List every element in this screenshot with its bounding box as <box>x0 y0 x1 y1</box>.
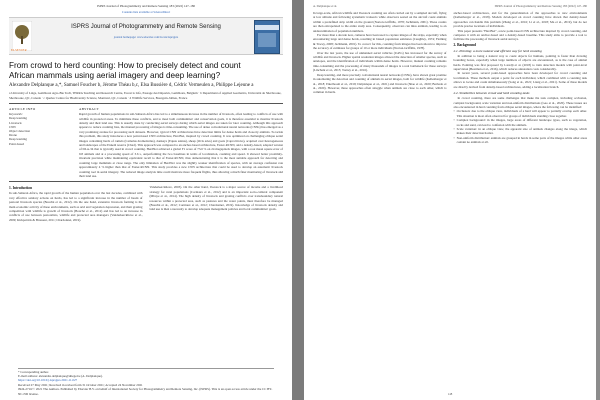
abstract-column <box>79 107 283 178</box>
journal-cover-thumbnail <box>254 20 280 54</box>
abstract-text: Rapid growth of human populations in sub-Saharan Africa has led to a simultaneous increase in the number of livestock, often leading to conflicts of use with wildlife in protected areas. To minimize these conflicts, and to meet both communities' and conservation goals, it is therefore essential to monitor livestock density and their land use. This is usually done by conducting aerial surveys during which aerial images are taken for later counting. Although this approach appears to reduce counting bias, the manual processing of images is time-consuming. The use of dense convolutional neural networks (CNNs) has emerged as a very promising avenue for processing such datasets. However, typical CNN architectures have detection limits for dense herds and close-by animals. To tackle this problem, this study introduces a new point-based CNN architecture, HerdNet, inspired by crowd counting. It was optimized on challenging oblique aerial images containing herds of camels (Camelus dromedarius), donkeys (Equus asinus), sheep (Ovis aries) and goats (Capra hircus), acquired over heterogeneous and landscapes of the Ennedi reserve (Chad). This approach was compared to an anchor-based architecture, Faster-RCNN, and a density-based, adapted version of DLA-34 that is typically used in crowd counting. HerdNet achieved a global F1 score of 73.6 % on 24 megapixels images, with a root mean square error of 9.8 animals and at a processing speed of 3.6 s, outperforming the two baselines in terms of localization, counting and speed. It showed better proximity-invariant precision while maintaining equivalent recall to that of Faster-RCNN, thus demonstrating that it is the most suitable approach for detecting and counting large mammals at close range. The only limitation of HerdNet was the slightly weaker identification of species, with an average confusion rate approximately 4 % higher than that of Faster-RCNN. This study provides a new CNN architecture that could be used to develop an automatic livestock counting tool in aerial imagery. The reduced image analysis time could motivate more frequent flights, thus allowing a much finer monitoring of livestock and their land use. <box>79 112 283 178</box>
left-page <box>0 0 292 400</box>
availability-line <box>9 10 283 14</box>
introduction-heading: 1. Introduction <box>9 186 33 191</box>
journal-masthead <box>9 17 283 55</box>
bullet-text: Scale variation: in an oblique view, the apparent size of animals changes along the image, which makes their detection harder. <box>456 126 587 136</box>
bullet-item <box>454 136 588 145</box>
intro-paragraph-1: In sub-Saharan Africa, the rapid growth of the human population over the last decades, combined with very effective sanitary actions on herds, has led to a significant increase in the number of heads of pastoral livestock species (Bouché et al., 2012). On the one hand, extensive livestock farming is the main economic activity of these environments, such as arid and vegetation depression, and their grazing competition with wildlife is growth of livestock (Bouché et al., 2012) and has led to an increase in conflicts of use between pastoralists, wildlife and protected area managers (Vanderkerckhove et al., 2009; Kirkpatrick & Brasseur, 2011; Chardonnet, 2019). <box>9 191 143 222</box>
left-page-content <box>9 4 283 400</box>
bullet-text: Complex background: in the images, large areas of different landscape types, such as vegetation, rocks and sand, can lead to confusion with the animals. <box>456 118 587 127</box>
article-info-column <box>9 107 71 178</box>
body-paragraph: In crowd counting, there are some challenges that make the task complex, including occlusion, complex background, scale variation and non-uniform distributions (Gao et al., 2020). These issues are also encountered in herd counting from oblique aerial images, where the following can be identified: <box>453 96 587 109</box>
publisher-name: ELSEVIER <box>11 48 27 53</box>
body-paragraph: This paper presents "HerdNet", a new point-based CNN architecture inspired by crowd counting, and compares it with an anchor-based and a density-based baseline. This study aims to provide a tool to facilitate the processing of livestock aerial surveys. <box>453 28 587 42</box>
body-paragraph: In addition to being a natural way to count objects for humans, pointing is faster than drawing bounding boxes, especially when large numbers of objects are encountered, as is the case of animal herds. Pointing was first proposed by Laradji et al. (2018) to train detection models with point-level supervision (Bearman et al., 2016), which reduces annotation costs considerably. <box>453 53 587 72</box>
elsevier-tree-logo-icon <box>12 21 32 51</box>
author-affiliations: a University of Liège, Gembloux Agro-Bio Tech, TERRA Teaching and Research Centre, Forest is Life, Passage des Déportés, Gembloux, Belgium · b Department of Applied Geomatics, Université de Sherbrooke, Sherbrooke, QC, Canada · c Quebec Centre for Biodiversity Science, Montréal, QC, Canada · d Wildlife Services, Bourgoin-Jallieu, France <box>9 91 282 100</box>
body-paragraph: In recent years, several point-based approaches have been developed for crowd counting and localization. These methods output a point for each individual, which combined with a counting task allows to locate and count simultaneously (Song et al., 2021; Liang et al., 2021). Some of these models are directly derived from density-based architectures, adding a localization branch. <box>453 71 587 89</box>
body-columns <box>313 11 587 145</box>
bullet-text: Occlusion: due to the oblique view, individuals of a herd will appear to partially overlap each other. This situation is most often observed for groups of individuals standing close together. <box>456 109 587 118</box>
bullet-icon: • <box>453 118 455 123</box>
author-email: E-mail address: alexandre.delplanque@uliege.be (A. Delplanque). <box>18 373 103 378</box>
body-paragraph: In large-scale, African wildlife and livestock counting are often carried out by a sampled aircraft, flying at low altitude and following systematic transects while observers seated on the aircraft count animals within a predefined strip width on the ground (Norton-Griffiths, 1978; Jachmann, 2001). These counts are then extrapolated to the entire study area. Consequently, observers can miss animals, leading to an underestimation of population numbers. <box>313 11 447 33</box>
article-info-and-abstract <box>9 107 283 178</box>
keywords-label: Keywords: <box>9 112 23 117</box>
article-title: From crowd to herd counting: How to precisely detect and count African mammals using aerial imagery and deep learning? <box>9 61 241 80</box>
page-number: 148 <box>447 392 453 396</box>
bullet-item <box>454 118 588 127</box>
keyword-item: Deep learning <box>9 137 27 142</box>
header-rule <box>9 103 283 104</box>
page-gutter <box>292 0 304 400</box>
intro-paragraph-2: Vanderkerckhove, 2003). On the other hand, livestock is a major source of income and a livelihood strategy for rural populations (Corniaux et al., 2012) and is an important socio-cultural component (Mbaye et al., 2014). The high density of livestock and grazing conflicts over transboundary natural resources within a protected area, such as pastures and the water points, must therefore be managed (Bouché et al., 2012; Corniaux et al., 2012; Chardonnet, 2019). Knowledge of livestock density and land use is then a necessity to develop adequate management policies and local communities' goals. <box>149 185 283 212</box>
intro-column-2 <box>150 185 284 222</box>
keyword-item: Deep learning <box>9 116 27 121</box>
abstract-rule <box>9 181 283 182</box>
body-paragraph: Over the last years, the use of unmanned aerial vehicles (UAVs) has increased for the survey of wildlife and livestock. Higher spatial resolution images allowed the detection of smaller species, such as antelopes, and the identification of individuals within dense herds. However, manual counting remains time-consuming and the processing of many thousands of images is a real bottleneck for these surveys (Linchant et al., 2015; Torney et al., 2016). <box>313 50 447 73</box>
running-author: A. Delplanque et al. <box>313 4 338 8</box>
bullet-icon: • <box>453 109 455 114</box>
subsection-heading: 2.2. Similarities between crowd and herd counting tasks <box>453 91 530 96</box>
subsection-heading: 2.1. Pointing: a more natural and efficient way for herd counting <box>453 48 542 53</box>
journal-citation-line: ISPRS Journal of Photogrammetry and Remote Sensing 183 (2022) 147–180 <box>96 4 196 8</box>
bullet-item <box>454 109 588 118</box>
background-heading: 2. Background <box>453 42 477 47</box>
keyword-item: Object detection <box>9 129 30 134</box>
doi-link[interactable]: https://doi.org/10.1016/j.isprsjprs.2021.11.027 <box>18 378 78 383</box>
body-paragraph: For more than a decade now, cameras have been used to capture images of the strips, especially when encountering large and dense herds, resulting in biased population estimates (Caughley, 1974; Fleming & Tracey, 2008; Jachmann, 2001). To correct for this, counting from images has been shown to improve the accuracy of estimates for groups of 10 or more individuals (Norton-Griffiths, 1978). <box>313 33 447 51</box>
keyword-item: Livestock <box>9 120 22 125</box>
body-column-1 <box>313 11 447 145</box>
body-paragraph: anchor-based architectures, and for the generalization of the approaches to new environments (Kellenberger et al., 2018). Models developed on crowd counting have shown that density-based approaches can handle this problem (Zhang et al., 2016; Li et al., 2018; Ma et al., 2019), but do not provide precise locations of individuals. <box>453 11 587 29</box>
running-journal: ISPRS Journal of Photogrammetry and Remote Sensing 183 (2022) 147–180 <box>494 4 587 8</box>
body-paragraph: Deep learning, and more precisely convolutional neural networks (CNNs), have shown great promise in automating the detection and counting of animals in aerial images, both for wildlife (Kellenberger et al., 2018; Eikelboom et al., 2019; Delplanque et al., 2021) and livestock (Shao et al., 2020; Barbedo et al., 2020). However, these approaches often struggle when animals are close to each other, which is common in herds. <box>313 72 447 95</box>
introduction-columns <box>9 185 283 222</box>
cover-stripe <box>255 25 279 30</box>
copyright-notice: 0924-2716/© 2021 The Authors. Published by Elsevier B.V. on behalf of International Society for Photogrammetry and Remote Sensing, Inc. (ISPRS). This is an open access article under the CC BY-NC-ND license. <box>18 387 273 396</box>
bullet-icon: • <box>453 135 455 140</box>
abstract-label: ABSTRACT <box>79 107 100 112</box>
running-header <box>313 4 587 8</box>
keyword-item: Drone <box>9 133 17 138</box>
cover-image <box>258 33 276 47</box>
bullet-icon: • <box>453 126 455 131</box>
journal-homepage <box>39 35 253 39</box>
bullet-text: Non-uniform distribution: animals are grouped in herds in some parts of the images while other areas contain no animals at all. <box>456 135 587 145</box>
journal-homepage-link[interactable]: journal homepage: www.elsevier.com/locate/isprsjprs <box>113 35 179 40</box>
keyword-item: Point-based <box>9 141 25 146</box>
intro-column-1 <box>9 185 143 222</box>
keyword-item: CNN <box>9 124 16 129</box>
sciencedirect-link[interactable]: Contents lists available at ScienceDirect <box>121 10 171 15</box>
footnotes <box>18 368 274 396</box>
bullet-item <box>454 127 588 136</box>
article-info-label: ARTICLE INFO <box>9 107 36 112</box>
journal-title: ISPRS Journal of Photogrammetry and Remote Sensing <box>71 24 221 31</box>
article-authors: Alexandre Delplanque a,*, Samuel Foucher b, Jérome Théau b,c, Elsa Bussière d, Cédric Vermeulen a, Philippe Lejeune a <box>9 83 254 89</box>
received-dates: Received 27 May 2021; Received in revised form 31 October 2021; Accepted 24 November 2021 <box>18 382 143 387</box>
corresponding-author-note: * Corresponding author. <box>18 369 49 374</box>
right-page-content <box>313 4 587 400</box>
body-column-2 <box>454 11 588 145</box>
right-page <box>304 0 596 400</box>
